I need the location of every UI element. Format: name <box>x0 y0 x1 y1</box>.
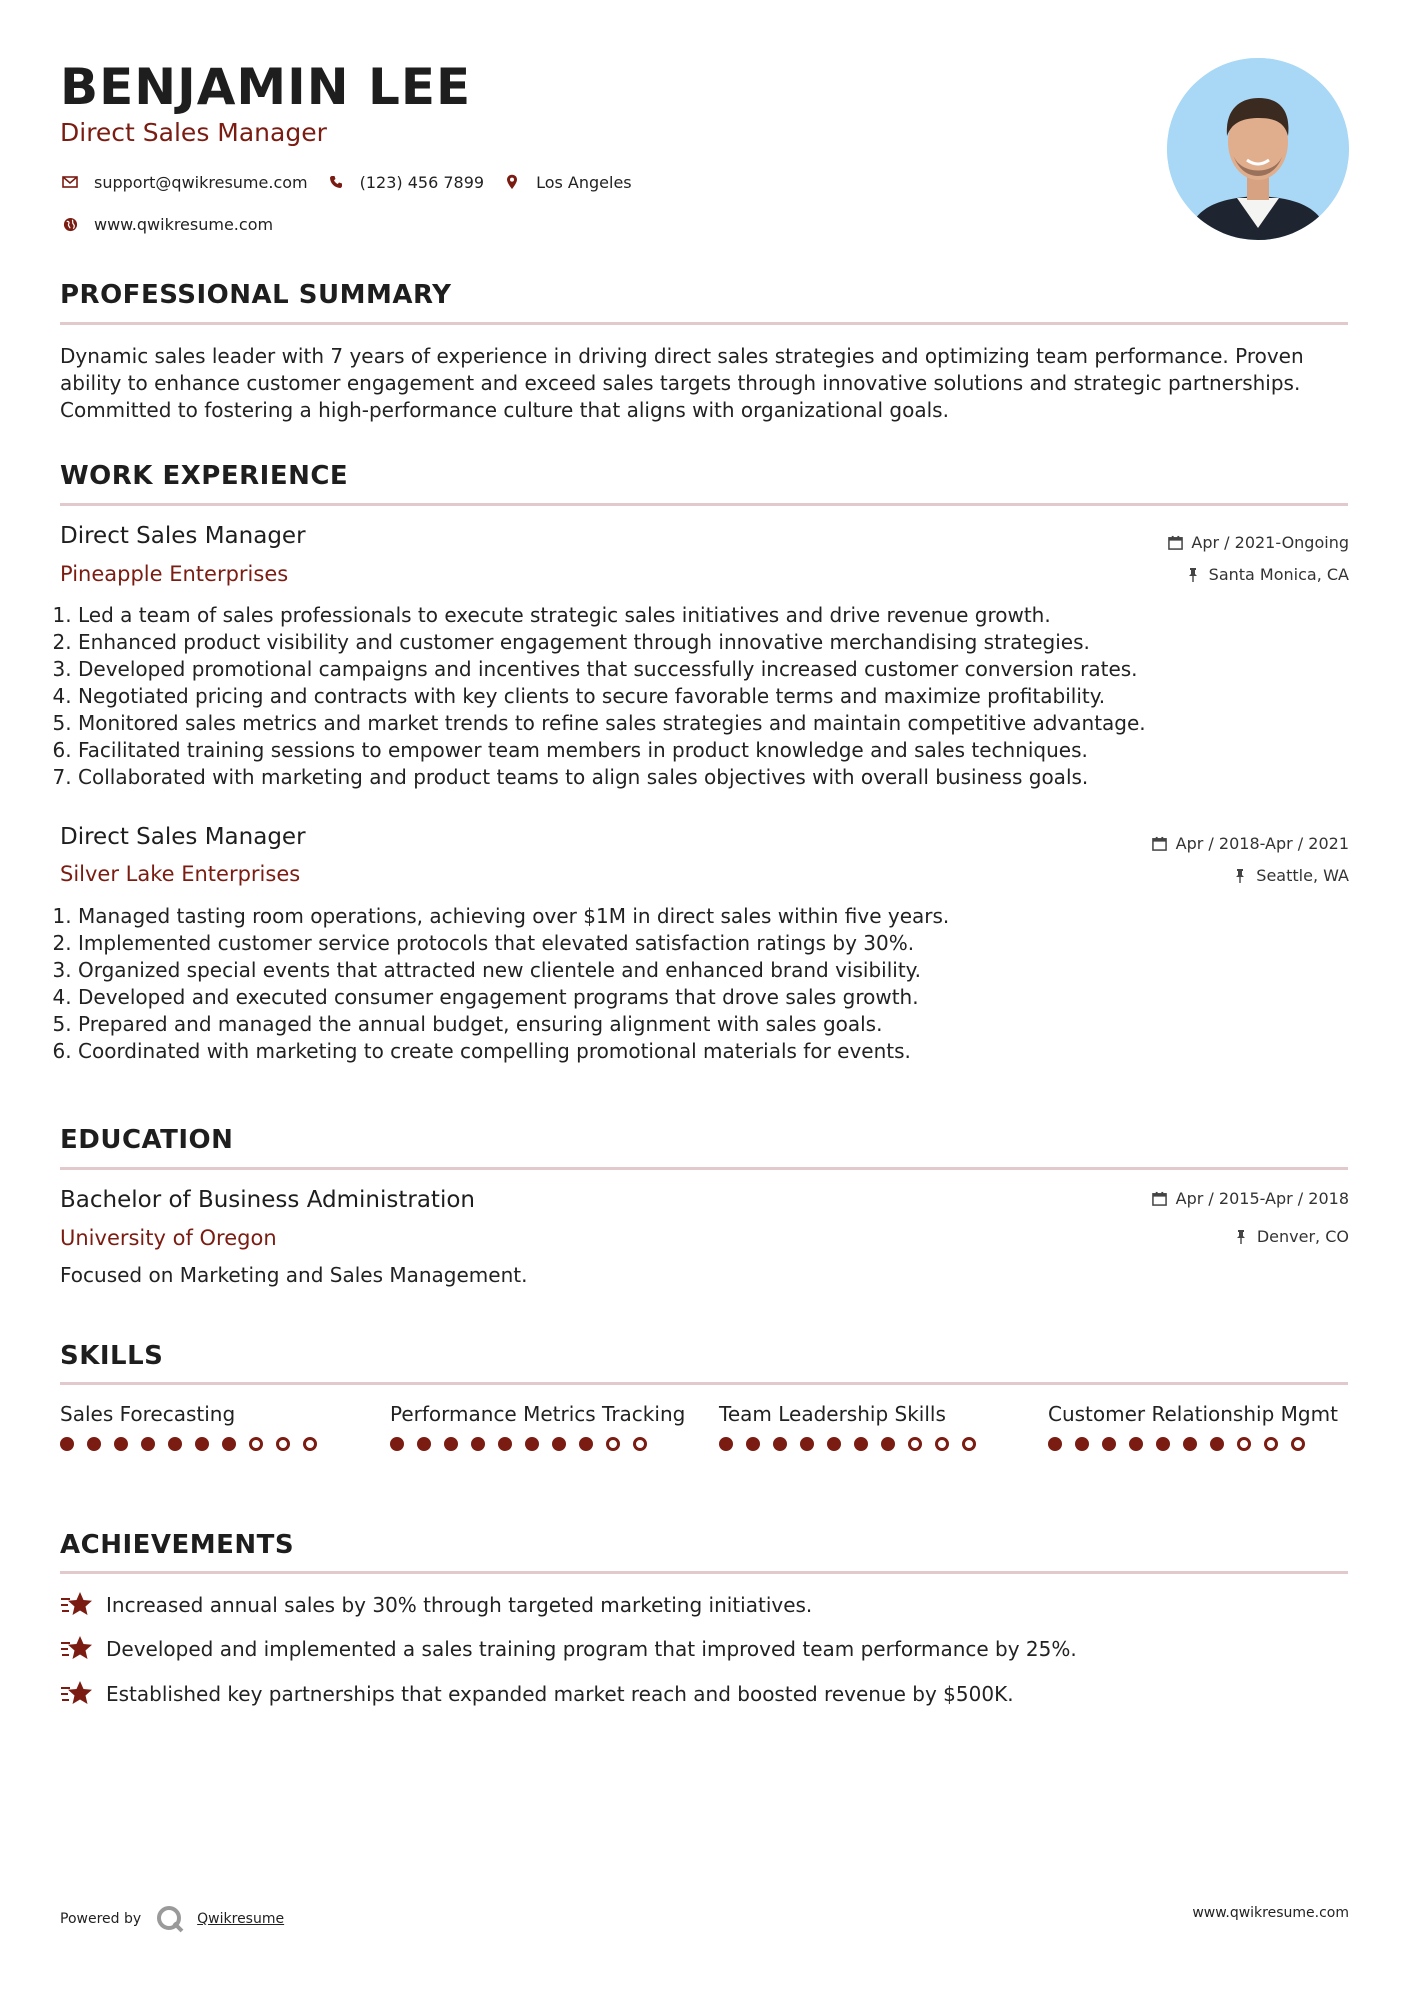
footer-website[interactable]: www.qwikresume.com <box>1192 1905 1349 1921</box>
achievement-item <box>60 1590 812 1620</box>
skill-rating <box>719 1437 1019 1451</box>
qwikresume-link[interactable]: Qwikresume <box>197 1911 285 1927</box>
candidate-name: BENJAMIN LEE <box>60 58 472 116</box>
achievement-text: Established key partnerships that expanded market reach and boosted revenue by $500K. <box>106 1682 1014 1706</box>
skill-dot-empty <box>249 1437 263 1451</box>
skill-dot-filled <box>800 1437 814 1451</box>
skill-dot-filled <box>498 1437 512 1451</box>
job-title: Direct Sales Manager <box>60 523 306 549</box>
skill-dot-filled <box>222 1437 236 1451</box>
job-dates <box>1152 834 1349 853</box>
education-divider <box>60 1167 1348 1170</box>
skill-dot-filled <box>881 1437 895 1451</box>
list-item: 5. Prepared and managed the annual budget, ensuring alignment with sales goals. <box>78 1011 1358 1038</box>
skill-rating <box>390 1437 690 1451</box>
job-location-text: Seattle, WA <box>1256 866 1349 885</box>
website-row <box>60 214 291 234</box>
achievements-heading: ACHIEVEMENTS <box>60 1530 295 1560</box>
skill-item <box>60 1401 360 1451</box>
skill-dot-filled <box>827 1437 841 1451</box>
skill-dot-filled <box>773 1437 787 1451</box>
skill-dot-filled <box>719 1437 733 1451</box>
experience-heading: WORK EXPERIENCE <box>60 461 349 491</box>
pin-icon <box>1233 1229 1249 1245</box>
achievement-item <box>60 1679 1014 1709</box>
list-item: 1. Led a team of sales professionals to execute strategic sales initiatives and drive revenue growth. <box>78 602 1358 629</box>
skill-rating <box>60 1437 360 1451</box>
job-dates <box>1167 533 1349 552</box>
skill-item <box>1048 1401 1348 1451</box>
skill-dot-empty <box>276 1437 290 1451</box>
phone-number[interactable]: (123) 456 7899 <box>359 172 485 192</box>
skill-dot-filled <box>1210 1437 1224 1451</box>
job-dates-text: Apr / 2018-Apr / 2021 <box>1175 834 1349 853</box>
education-location <box>1233 1227 1349 1246</box>
education-location-text: Denver, CO <box>1256 1227 1349 1246</box>
skill-dot-filled <box>87 1437 101 1451</box>
list-item: 5. Monitored sales metrics and market trends to refine sales strategies and maintain competitive advantage. <box>78 710 1358 737</box>
list-item: 1. Managed tasting room operations, achieving over $1M in direct sales within five years. <box>78 903 1358 930</box>
skill-dot-filled <box>1129 1437 1143 1451</box>
star-award-icon <box>60 1679 94 1709</box>
skill-dot-filled <box>552 1437 566 1451</box>
education-heading: EDUCATION <box>60 1125 234 1155</box>
pin-icon <box>1185 567 1201 583</box>
education-dates-text: Apr / 2015-Apr / 2018 <box>1175 1189 1349 1208</box>
list-item: 2. Enhanced product visibility and customer engagement through innovative merchandising strategies. <box>78 629 1358 656</box>
job-location <box>1232 866 1349 885</box>
experience-divider <box>60 503 1348 506</box>
email-link[interactable]: support@qwikresume.com <box>94 172 308 192</box>
summary-text: Dynamic sales leader with 7 years of experience in driving direct sales strategies and optimizing team performance. Proven ability to enhance customer engagement and exceed sales targets through innovative solutions and strategic partnerships. Committed to fostering a high-performance culture that aligns with organizational goals. <box>60 344 1304 422</box>
skill-dot-empty <box>1291 1437 1305 1451</box>
list-item: 3. Organized special events that attracted new clientele and enhanced brand visibility. <box>78 957 1358 984</box>
skill-dot-filled <box>746 1437 760 1451</box>
education-note: Focused on Marketing and Sales Management. <box>60 1263 528 1287</box>
email-icon <box>60 172 80 192</box>
skill-name: Performance Metrics Tracking <box>390 1402 686 1426</box>
skill-dot-filled <box>1183 1437 1197 1451</box>
skill-dot-empty <box>633 1437 647 1451</box>
job-bullet-list <box>54 903 1358 1065</box>
star-award-icon <box>60 1590 94 1620</box>
list-item: 3. Developed promotional campaigns and incentives that successfully increased customer conversion rates. <box>78 656 1358 683</box>
calendar-icon <box>1152 1191 1168 1207</box>
job-location-text: Santa Monica, CA <box>1208 565 1349 584</box>
skill-dot-filled <box>1156 1437 1170 1451</box>
skill-dot-filled <box>579 1437 593 1451</box>
skill-dot-empty <box>1237 1437 1251 1451</box>
skill-dot-empty <box>908 1437 922 1451</box>
pin-icon <box>1232 868 1248 884</box>
summary-heading: PROFESSIONAL SUMMARY <box>60 280 452 310</box>
calendar-icon <box>1152 836 1168 852</box>
skill-name: Team Leadership Skills <box>719 1402 946 1426</box>
contact-row <box>60 172 650 192</box>
skill-dot-filled <box>114 1437 128 1451</box>
skills-divider <box>60 1382 1348 1385</box>
qwikresume-logo-icon <box>155 1904 185 1934</box>
skill-dot-filled <box>1048 1437 1062 1451</box>
skill-dot-filled <box>195 1437 209 1451</box>
list-item: 4. Negotiated pricing and contracts with key clients to secure favorable terms and maximize profitability. <box>78 683 1358 710</box>
school-name: University of Oregon <box>60 1226 277 1250</box>
list-item: 6. Coordinated with marketing to create compelling promotional materials for events. <box>78 1038 1358 1065</box>
achievement-text: Developed and implemented a sales training program that improved team performance by 25%. <box>106 1637 1077 1661</box>
skill-name: Customer Relationship Mgmt <box>1048 1402 1338 1426</box>
list-item: 2. Implemented customer service protocols that elevated satisfaction ratings by 30%. <box>78 930 1358 957</box>
achievement-item <box>60 1634 1077 1664</box>
star-award-icon <box>60 1634 94 1664</box>
achievement-text: Increased annual sales by 30% through targeted marketing initiatives. <box>106 1593 813 1617</box>
skill-rating <box>1048 1437 1348 1451</box>
skill-dot-filled <box>1075 1437 1089 1451</box>
skill-dot-empty <box>606 1437 620 1451</box>
footer-powered-by <box>60 1904 284 1934</box>
skill-dot-filled <box>417 1437 431 1451</box>
education-dates <box>1152 1189 1349 1208</box>
list-item: 4. Developed and executed consumer engagement programs that drove sales growth. <box>78 984 1358 1011</box>
location-text: Los Angeles <box>536 172 632 192</box>
degree-title: Bachelor of Business Administration <box>60 1187 475 1213</box>
globe-icon <box>60 214 80 234</box>
skill-dot-filled <box>390 1437 404 1451</box>
achievements-divider <box>60 1571 1348 1574</box>
location-pin-icon <box>502 172 522 192</box>
job-location <box>1185 565 1349 584</box>
skill-dot-filled <box>168 1437 182 1451</box>
skill-dot-empty <box>962 1437 976 1451</box>
job-company: Pineapple Enterprises <box>60 562 289 586</box>
job-company: Silver Lake Enterprises <box>60 862 301 886</box>
skill-item <box>390 1401 690 1451</box>
skill-name: Sales Forecasting <box>60 1402 236 1426</box>
job-dates-text: Apr / 2021-Ongoing <box>1191 533 1349 552</box>
skills-heading: SKILLS <box>60 1341 164 1371</box>
skill-dot-filled <box>854 1437 868 1451</box>
job-title: Direct Sales Manager <box>60 824 306 850</box>
summary-divider <box>60 322 1348 325</box>
skill-dot-filled <box>525 1437 539 1451</box>
skill-item <box>719 1401 1019 1451</box>
list-item: 7. Collaborated with marketing and product teams to align sales objectives with overall business goals. <box>78 764 1358 791</box>
powered-by-label: Powered by <box>60 1911 142 1927</box>
profile-photo <box>1167 58 1349 240</box>
skill-dot-filled <box>141 1437 155 1451</box>
skill-dot-empty <box>303 1437 317 1451</box>
skill-dot-filled <box>1102 1437 1116 1451</box>
candidate-role: Direct Sales Manager <box>60 118 327 147</box>
calendar-icon <box>1167 535 1183 551</box>
phone-icon <box>326 172 346 192</box>
skill-dot-filled <box>444 1437 458 1451</box>
skill-dot-empty <box>1264 1437 1278 1451</box>
website-link[interactable]: www.qwikresume.com <box>94 214 274 234</box>
skill-dot-filled <box>471 1437 485 1451</box>
list-item: 6. Facilitated training sessions to empower team members in product knowledge and sales techniques. <box>78 737 1358 764</box>
job-bullet-list <box>54 602 1358 791</box>
skill-dot-filled <box>60 1437 74 1451</box>
skill-dot-empty <box>935 1437 949 1451</box>
